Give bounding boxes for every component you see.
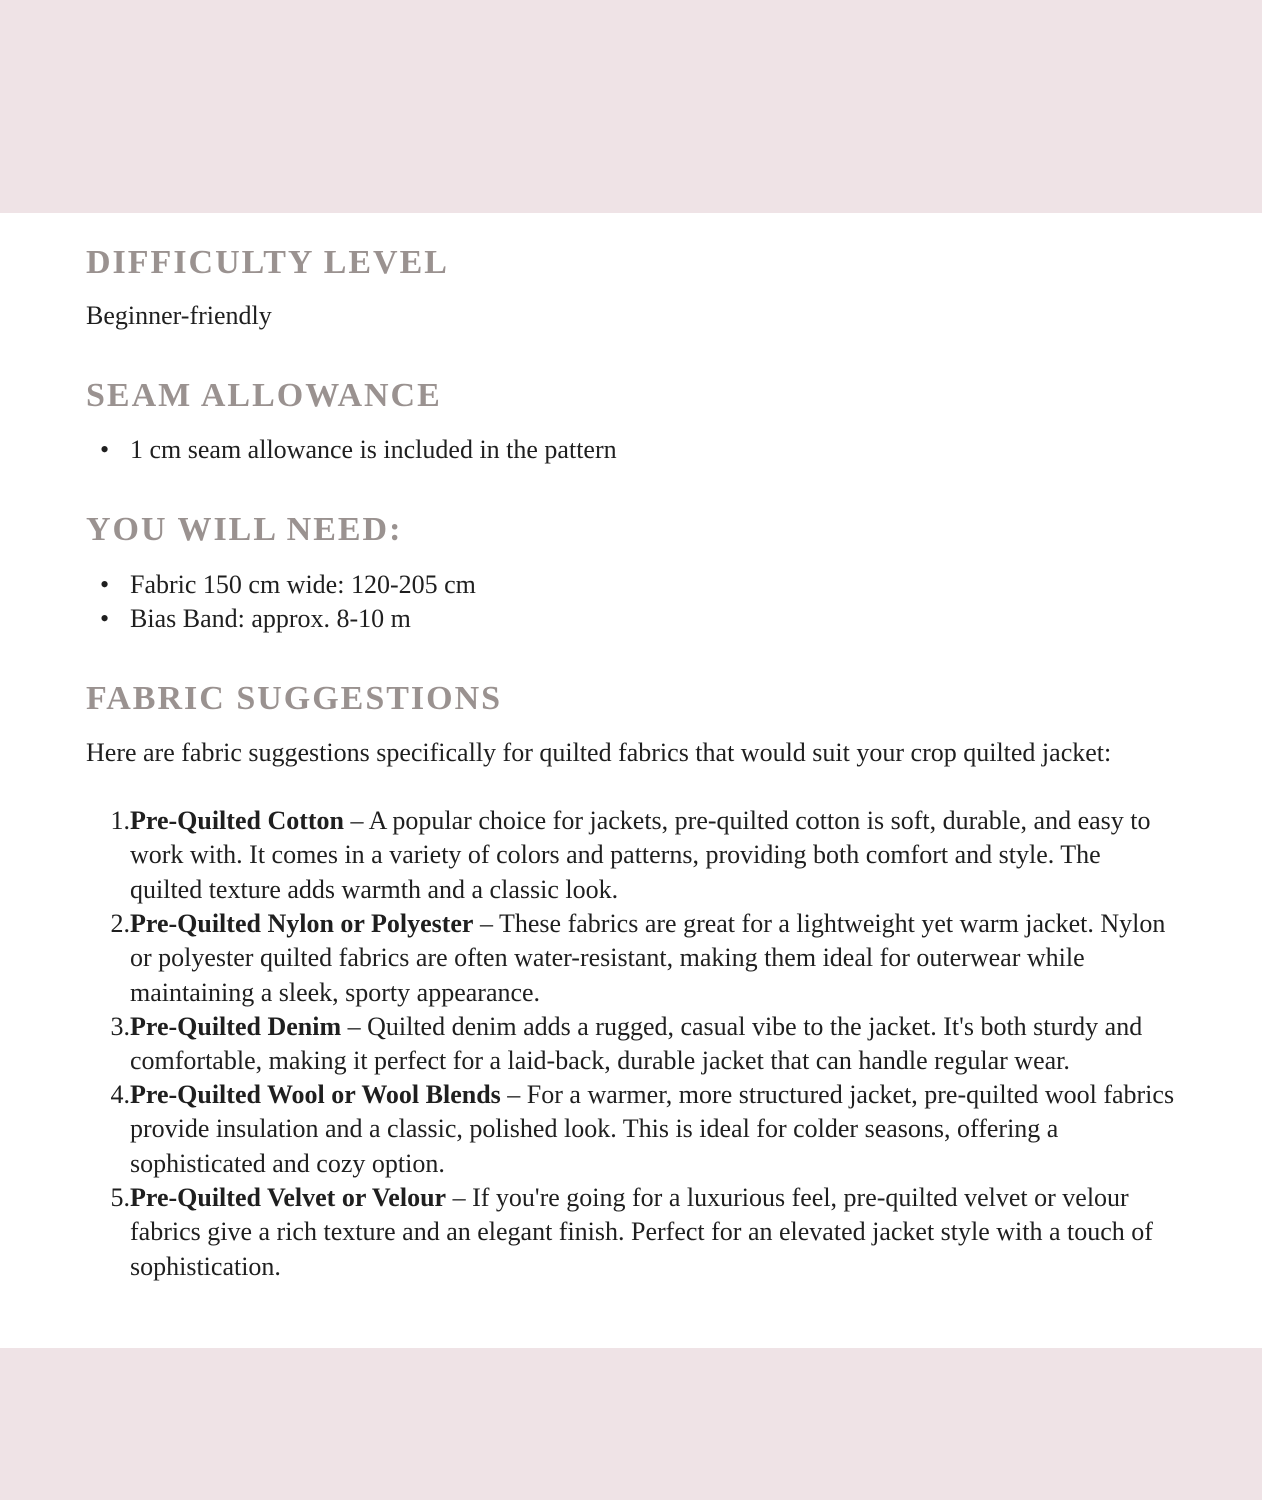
difficulty-heading: DIFFICULTY LEVEL	[86, 244, 449, 281]
seam-allowance-heading: SEAM ALLOWANCE	[86, 377, 442, 414]
bullet-icon: •	[100, 435, 110, 464]
fabric-item-text: – For a warmer, more structured jacket, pre-quilted wool fabrics provide insulation and a classic, polished look. This is ideal for colder seasons, offering a sophisticated and cozy option.	[130, 1080, 1175, 1178]
you-will-need-heading: YOU WILL NEED:	[86, 511, 403, 548]
seam-item-text: 1 cm seam allowance is included in the pattern	[130, 435, 617, 464]
fabric-list-item	[96, 1078, 1176, 1181]
need-item-bias-band: Bias Band: approx. 8-10 m	[130, 604, 411, 633]
fabric-item-text: – Quilted denim adds a rugged, casual vibe to the jacket. It's both sturdy and comfortable, making it perfect for a laid-back, durable jacket that can handle regular wear.	[130, 1012, 1143, 1076]
fabric-item-text: – A popular choice for jackets, pre-quilted cotton is soft, durable, and easy to work with. It comes in a variety of colors and patterns, providing both comfort and style. The quilted texture adds warmth and a classic look.	[130, 806, 1151, 904]
fabric-list-item	[96, 804, 1176, 907]
bullet-icon: •	[100, 604, 110, 633]
fabric-list-item	[96, 1010, 1176, 1079]
fabric-item-title: Pre-Quilted Cotton	[130, 806, 344, 835]
list-number: 2.	[110, 909, 130, 938]
fabric-suggestions-heading: FABRIC SUGGESTIONS	[86, 680, 503, 717]
fabric-item-title: Pre-Quilted Wool or Wool Blends	[130, 1080, 501, 1109]
fabric-list-item	[96, 907, 1176, 1010]
fabric-item-title: Pre-Quilted Denim	[130, 1012, 342, 1041]
fabric-item-text: – If you're going for a luxurious feel, pre-quilted velvet or velour fabrics give a rich texture and an elegant finish. Perfect for an elevated jacket style with a touch of sophistication.	[130, 1183, 1153, 1281]
document-page	[0, 213, 1262, 1348]
list-number: 5.	[110, 1183, 130, 1212]
bullet-icon: •	[100, 570, 110, 599]
list-number: 4.	[110, 1080, 130, 1109]
list-number: 3.	[110, 1012, 130, 1041]
list-number: 1.	[110, 806, 130, 835]
need-item-fabric: Fabric 150 cm wide: 120-205 cm	[130, 570, 476, 599]
fabric-item-title: Pre-Quilted Velvet or Velour	[130, 1183, 447, 1212]
fabric-list-item	[96, 1181, 1176, 1284]
fabric-intro: Here are fabric suggestions specifically for quilted fabrics that would suit your crop quilted jacket:	[86, 738, 1112, 767]
fabric-item-text: – These fabrics are great for a lightweight yet warm jacket. Nylon or polyester quilted fabrics are often water-resistant, making them ideal for outerwear while maintaining a sleek, sporty appearance.	[130, 909, 1166, 1007]
fabric-item-title: Pre-Quilted Nylon or Polyester	[130, 909, 474, 938]
difficulty-text: Beginner-friendly	[86, 301, 272, 330]
